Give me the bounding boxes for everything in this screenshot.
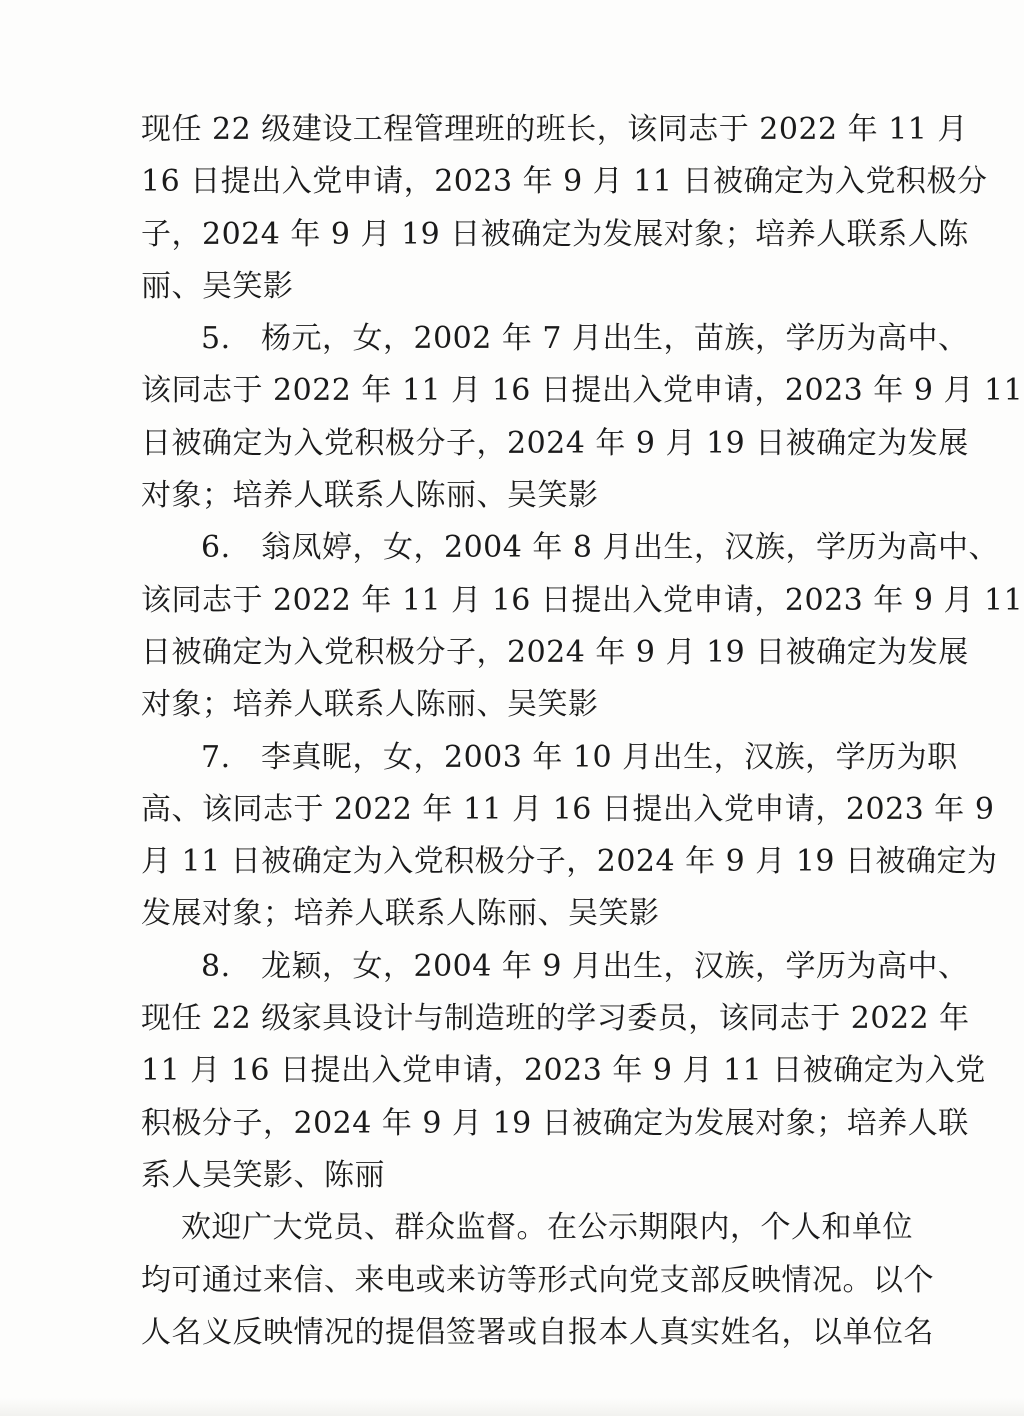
text-line: 发展对象；培养人联系人陈丽、吴笑影	[141, 896, 660, 932]
text-line	[141, 522, 1000, 574]
text-segment: 杨元，女，2002 年 7 月出生，苗族，学历为高中、	[261, 321, 969, 357]
text-line: 16 日提出入党申请，2023 年 9 月 11 日被确定为入党积极分	[141, 164, 988, 200]
paragraph-item-7	[141, 732, 998, 941]
item-number: 8.	[201, 948, 231, 984]
text-line	[141, 732, 958, 784]
text-segment: 翁凤婷，女，2004 年 8 月出生，汉族，学历为高中、	[261, 530, 1000, 566]
text-segment: 李真昵，女，2003 年 10 月出生，汉族，学历为职	[261, 739, 958, 775]
text-line	[141, 313, 969, 365]
document-body	[141, 104, 1024, 1359]
item-number: 5.	[201, 321, 231, 357]
text-line: 系人吴笑影、陈丽	[141, 1157, 385, 1193]
paragraph-item-6	[141, 522, 1024, 731]
text-line	[141, 941, 969, 993]
paragraph-item-5	[141, 313, 1024, 522]
paragraph-closing	[141, 1202, 934, 1359]
item-number: 6.	[201, 530, 231, 566]
text-line: 人名义反映情况的提倡签署或自报本人真实姓名，以单位名	[141, 1314, 934, 1350]
text-line: 对象；培养人联系人陈丽、吴笑影	[141, 687, 599, 723]
text-line: 11 月 16 日提出入党申请，2023 年 9 月 11 日被确定为入党	[141, 1053, 986, 1089]
item-number: 7.	[201, 739, 231, 775]
text-line: 月 11 日被确定为入党积极分子，2024 年 9 月 19 日被确定为	[141, 844, 998, 880]
text-line: 对象；培养人联系人陈丽、吴笑影	[141, 478, 599, 514]
text-segment: 龙颖，女，2004 年 9 月出生，汉族，学历为高中、	[261, 948, 969, 984]
text-line: 欢迎广大党员、群众监督。在公示期限内，个人和单位	[181, 1210, 913, 1246]
text-line: 子，2024 年 9 月 19 日被确定为发展对象；培养人联系人陈	[141, 216, 969, 252]
text-line: 积极分子，2024 年 9 月 19 日被确定为发展对象；培养人联	[141, 1105, 969, 1141]
scan-shadow	[0, 1398, 1024, 1416]
text-line: 日被确定为入党积极分子，2024 年 9 月 19 日被确定为发展	[141, 634, 969, 670]
text-line: 均可通过来信、来电或来访等形式向党支部反映情况。以个	[141, 1262, 934, 1298]
text-line: 现任 22 级家具设计与制造班的学习委员，该同志于 2022 年	[141, 1001, 970, 1037]
text-line: 该同志于 2022 年 11 月 16 日提出入党申请，2023 年 9 月 11	[141, 373, 1024, 409]
paragraph-continuation	[141, 104, 988, 313]
paragraph-item-8	[141, 941, 986, 1202]
text-line: 现任 22 级建设工程管理班的班长，该同志于 2022 年 11 月	[141, 112, 968, 147]
text-line: 丽、吴笑影	[141, 268, 294, 304]
text-line: 高、该同志于 2022 年 11 月 16 日提出入党申请，2023 年 9	[141, 791, 995, 827]
text-line: 该同志于 2022 年 11 月 16 日提出入党申请，2023 年 9 月 11	[141, 582, 1024, 618]
text-line: 日被确定为入党积极分子，2024 年 9 月 19 日被确定为发展	[141, 425, 969, 461]
